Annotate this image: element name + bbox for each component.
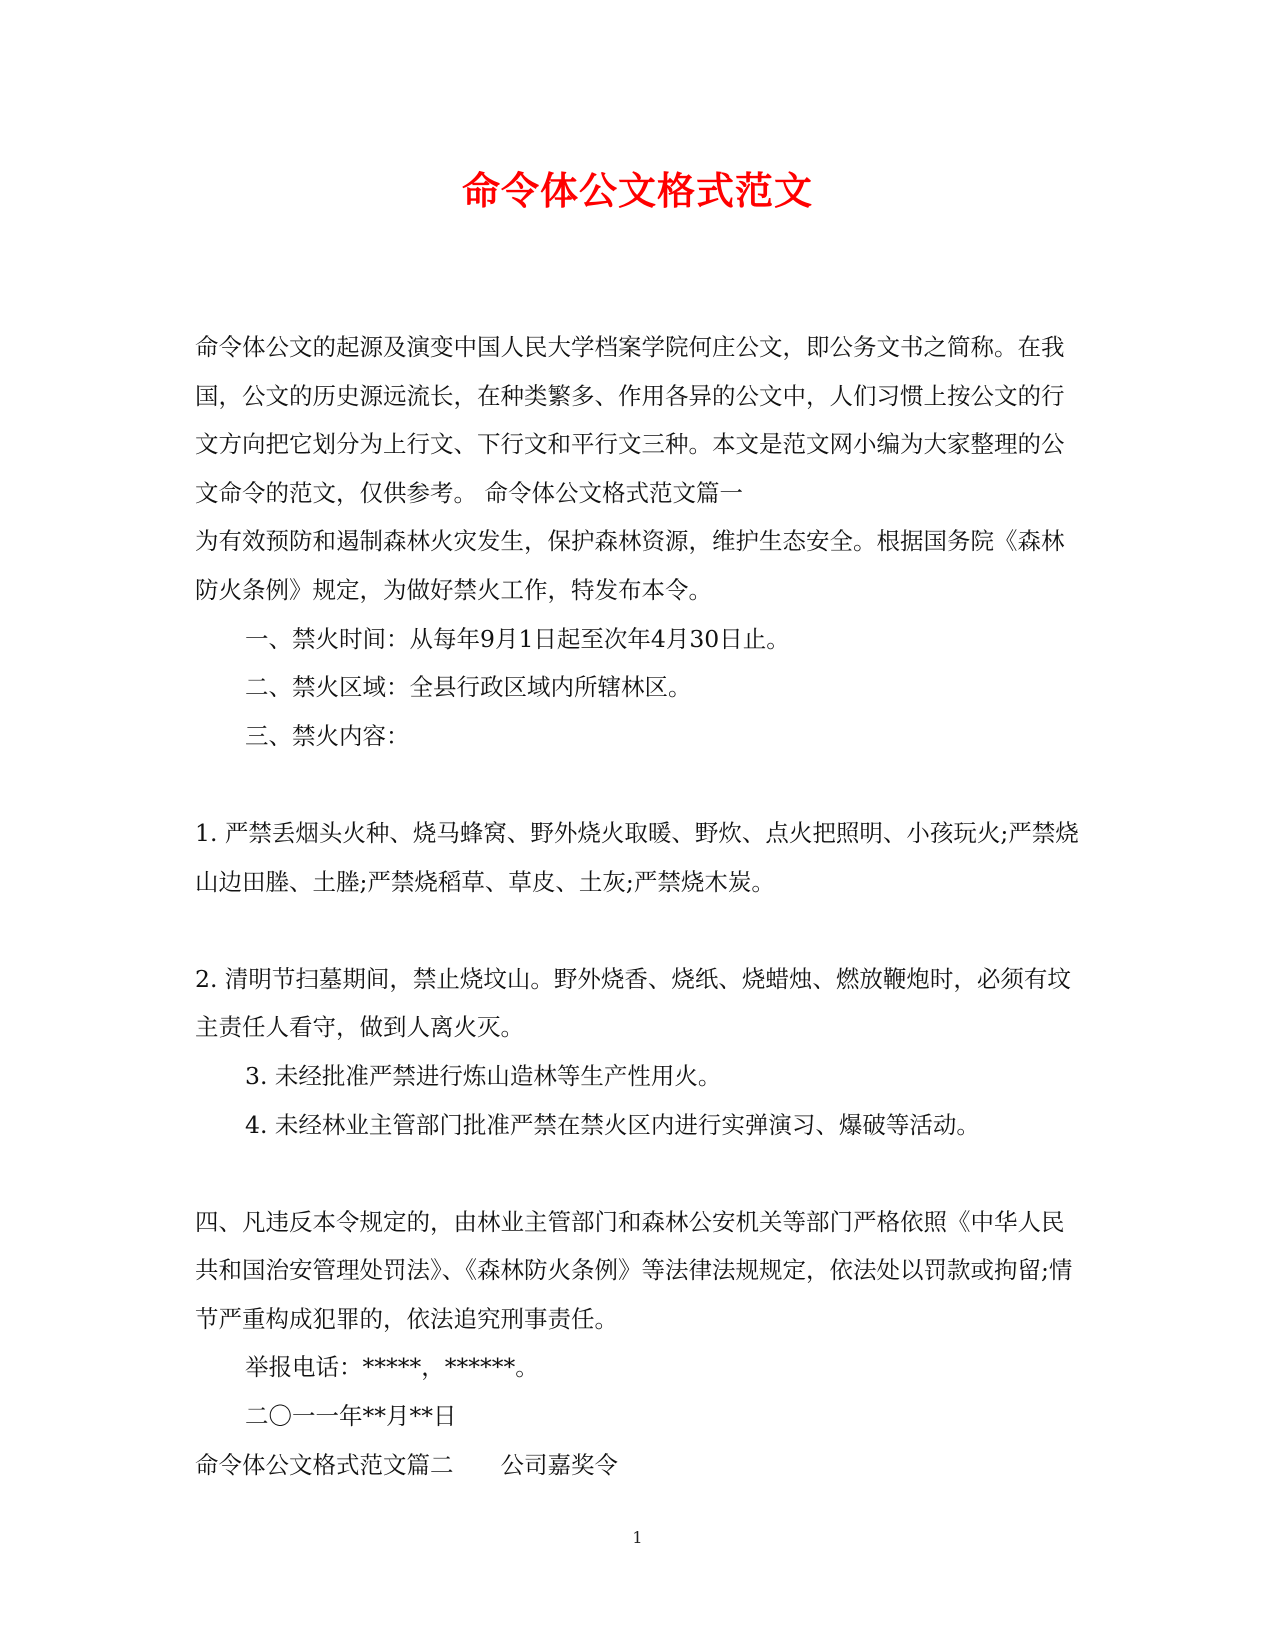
rule-3-paragraph: 3. 未经批准严禁进行炼山造林等生产性用火。 — [245, 1061, 722, 1090]
blank-line — [195, 906, 1085, 955]
fire-ban-time-paragraph: 一、禁火时间：从每年9月1日起至次年4月30日止。 — [245, 624, 790, 653]
blank-line — [195, 1149, 1085, 1198]
rule-4-paragraph: 4. 未经林业主管部门批准严禁在禁火区内进行实弹演习、爆破等活动。 — [245, 1110, 980, 1139]
hotline-paragraph: 举报电话：*****，******。 — [245, 1353, 539, 1382]
page-number: 1 — [632, 1528, 643, 1547]
intro-paragraph: 命令体公文的起源及演变中国人民大学档案学院何庄公文，即公务文书之简称。在我国，公文的历史源远流长，在种类繁多、作用各异的公文中，人们习惯上按公文的行文方向把它划分为上行文、下行文和平行文三种。本文是范文网小编为大家整理的公文命令的范文，仅供参考。 命令体公文格式范文篇一 — [195, 333, 1065, 507]
next-section-heading: 命令体公文格式范文篇二 公司嘉奖令 — [195, 1450, 618, 1479]
penalty-paragraph: 四、凡违反本令规定的，由林业主管部门和森林公安机关等部门严格依照《中华人民共和国治安管理处罚法》、《森林防火条例》等法律法规规定，依法处以罚款或拘留;情节严重构成犯罪的，依法追究刑事责任。 — [195, 1207, 1073, 1333]
fire-ban-area-paragraph: 二、禁火区域：全县行政区域内所辖林区。 — [245, 673, 692, 702]
fire-ban-content-heading: 三、禁火内容： — [245, 721, 410, 750]
blank-line — [195, 760, 1085, 809]
document-body — [195, 323, 1085, 1489]
date-paragraph: 二〇一一年**月**日 — [245, 1402, 457, 1431]
rule-2-paragraph: 2. 清明节扫墓期间，禁止烧坟山。野外烧香、烧纸、烧蜡烛、燃放鞭炮时，必须有坟主责任人看守，做到人离火灭。 — [195, 964, 1071, 1042]
document-title: 命令体公文格式范文 — [461, 168, 813, 213]
rule-1-paragraph: 1. 严禁丢烟头火种、烧马蜂窝、野外烧火取暖、野炊、点火把照明、小孩玩火;严禁烧山边田塍、土塍;严禁烧稻草、草皮、土灰;严禁烧木炭。 — [195, 818, 1079, 896]
purpose-paragraph: 为有效预防和遏制森林火灾发生，保护森林资源，维护生态安全。根据国务院《森林防火条例》规定，为做好禁火工作，特发布本令。 — [195, 527, 1065, 604]
